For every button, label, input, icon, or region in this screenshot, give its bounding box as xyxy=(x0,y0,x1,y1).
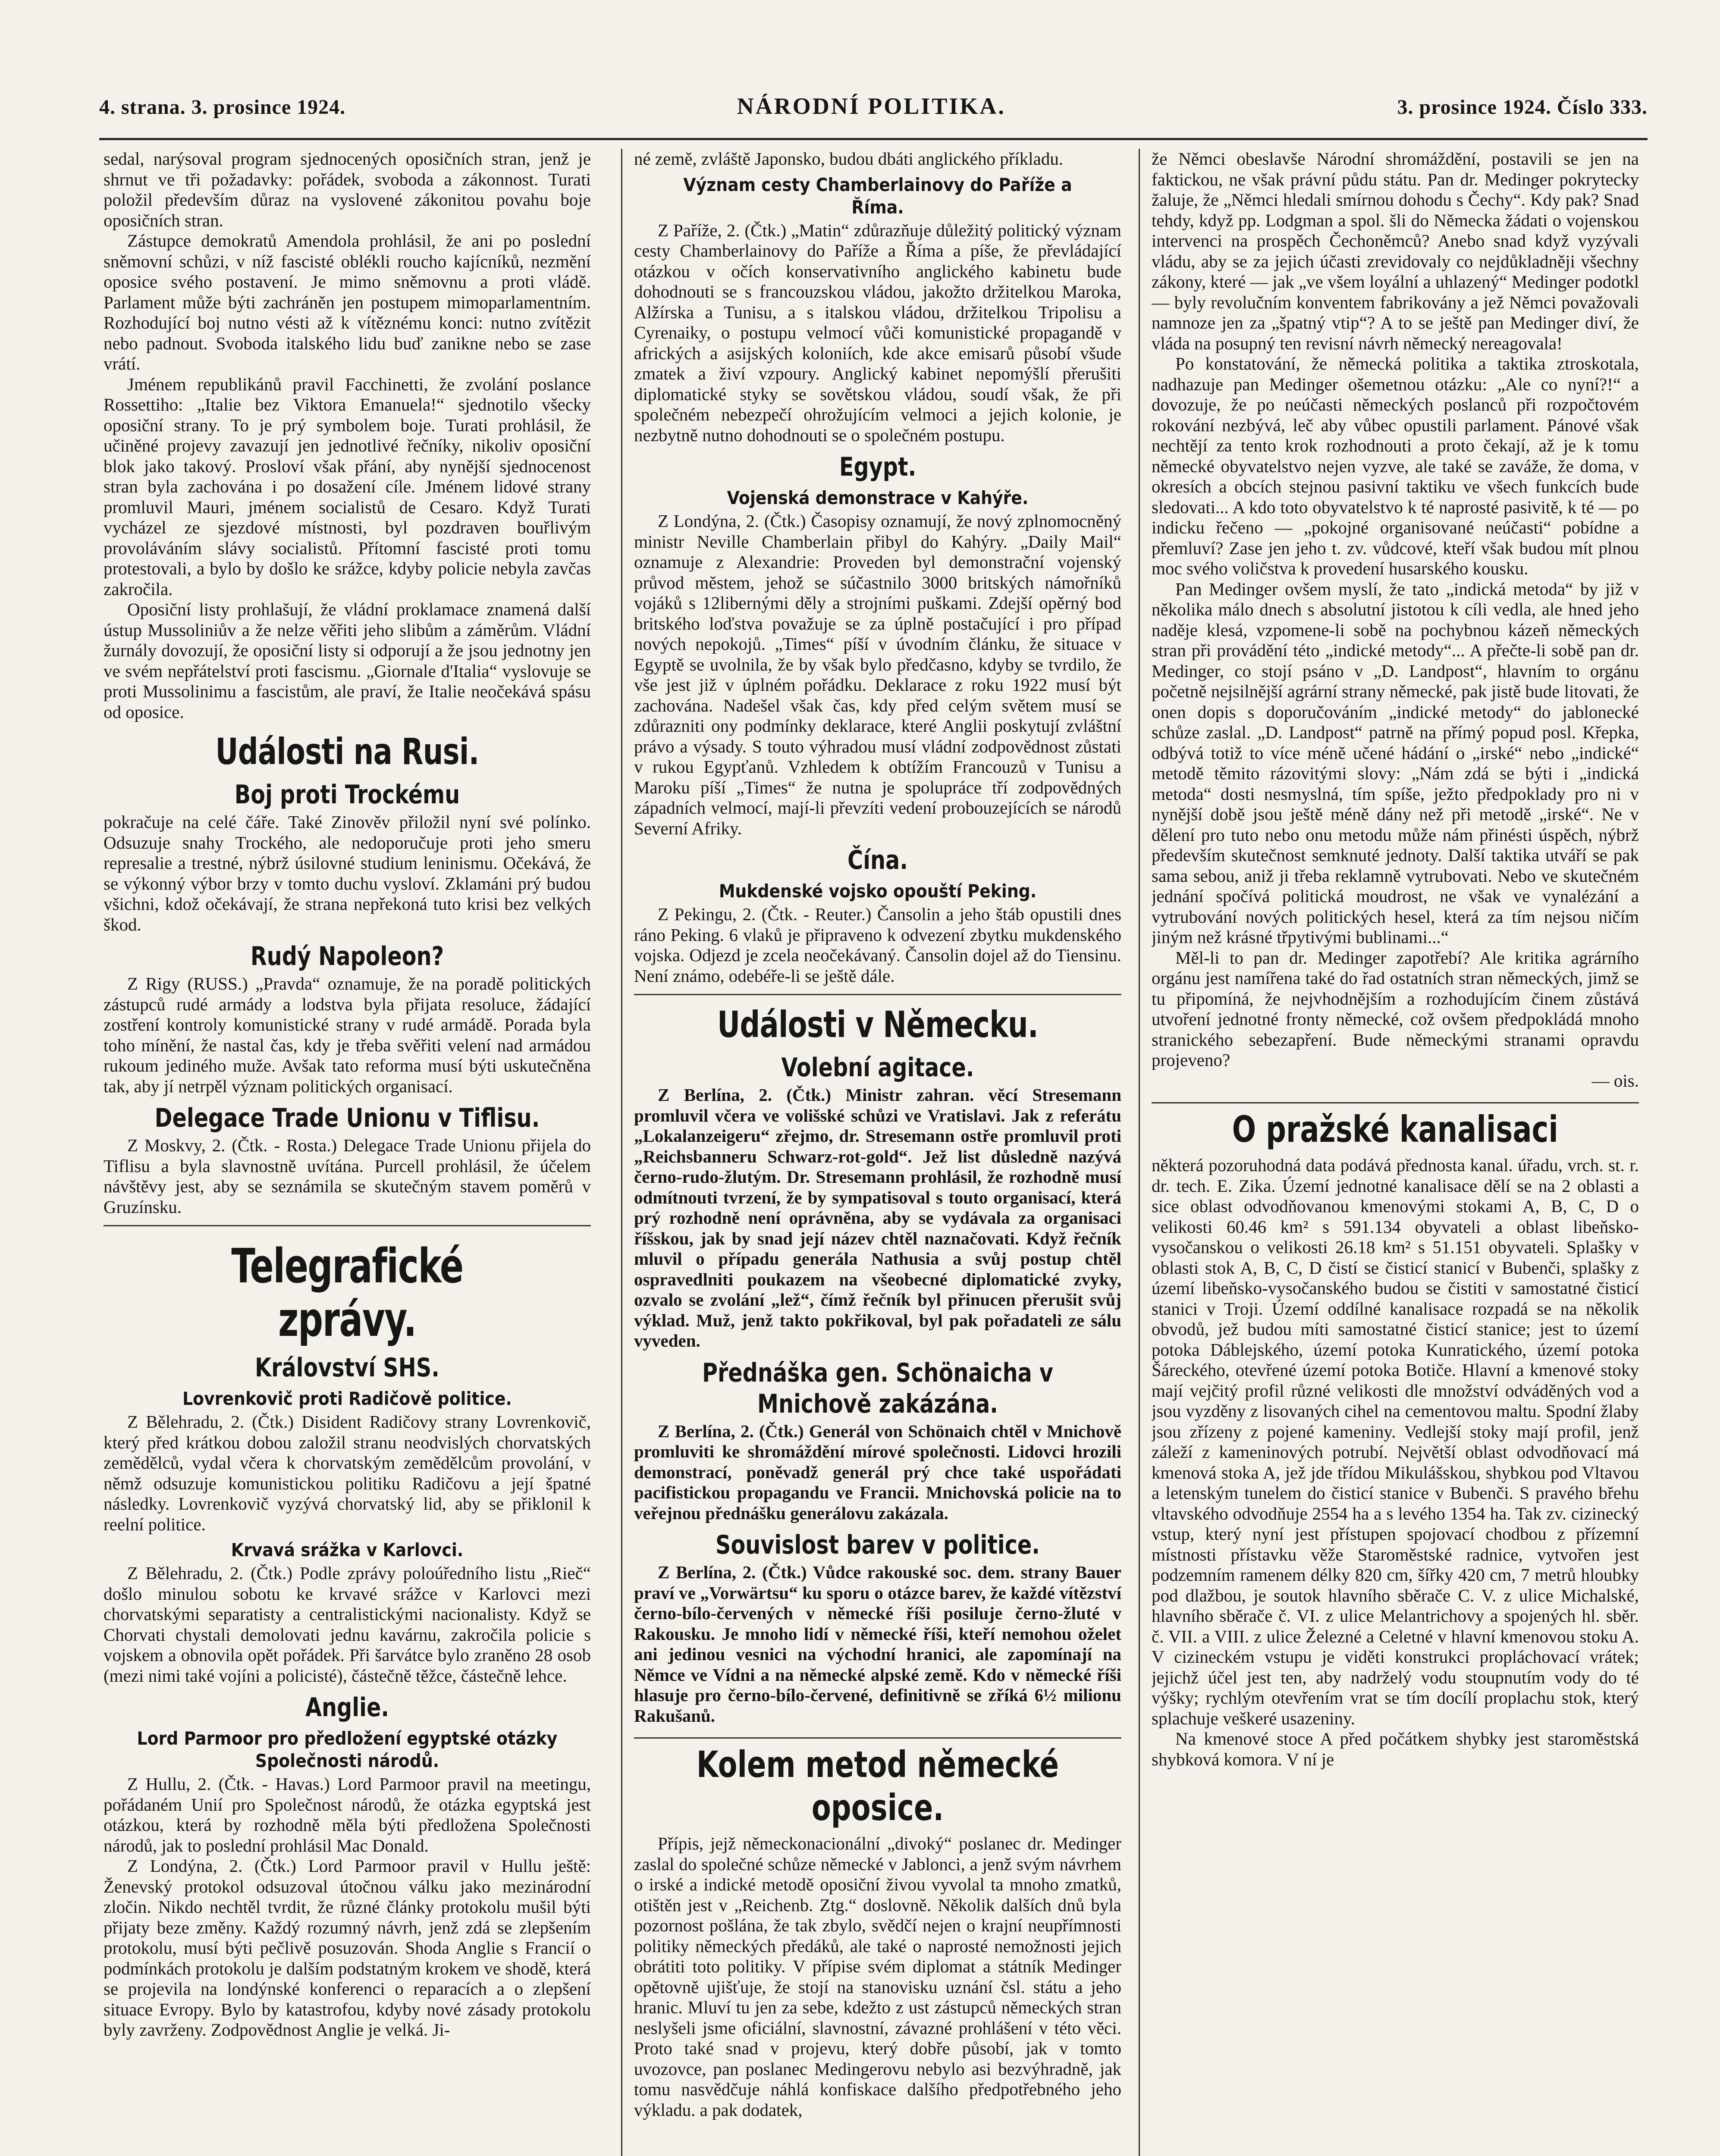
section-heading-opposition-text: Kolem metod německé oposice. xyxy=(696,1743,1059,1829)
article-paragraph: Z Bělehradu, 2. (Čtk.) Podle zprávy poloúředního listu „Rieč“ došlo minulou sobotu ke krvavé srážce v Karlovci mezi chorvatskými separatisty a centralistickými nacionalisty. Když se Chorvati chystali demolovati jednu kavárnu, zakročila policie s vojskem a obnovila opět pořádek. Při šarvátce bylo zraněno 28 osob (mezi nimi také vojíni a policisté), částečně těžce, částečně lehce. xyxy=(104,1563,591,1686)
masthead-left: 4. strana. 3. prosince 1924. xyxy=(99,96,346,119)
article-heading: Lovrenkovič proti Radičově politice. xyxy=(182,1388,512,1409)
column-rule-1 xyxy=(621,149,622,2156)
article-heading: Volební agitace. xyxy=(781,1053,974,1083)
article-paragraph: Z Berlína, 2. (Čtk.) Generál von Schönaich chtěl v Mnichově promluviti ke shromáždění mírové společnosti. Lidovci hrozili demonstrací, poněvadž generál prý chce také uspořádati pacifistickou propagandu ve Francii. Mnichovská policie na to veřejnou přednášku generálovu zakázala. xyxy=(634,1421,1121,1523)
article-heading: Přednáška gen. Schönaicha v Mnichově zakázána. xyxy=(702,1357,1054,1419)
article-paragraph: Z Londýna, 2. (Čtk.) Lord Parmoor pravil v Hullu ještě: Ženevský protokol odsuzoval útočnou válku jako mezinárodní zločin. Nikdo nechtěl tvrdit, že různé články protokolu mušil býti přijaty beze změny. Každý rozumný návrh, jenž zdá se zlepšením protokolu, musí býti pečlivě posuzován. Shoda Anglie s Francií o podmínkách protokolu je dalším podstatným krokem ve shodě, která se projevila na londýnské konferenci o reparacích a o zlepšení situace Evropy. Bylo by katastrofou, kdyby nové zásady protokolu byly zavrženy. Zodpovědnost Anglie je velká. Ji- xyxy=(104,1856,591,2040)
article-paragraph: Z Moskvy, 2. (Čtk. - Rosta.) Delegace Trade Unionu přijela do Tiflisu a byla slavnostně uvítána. Purcell prohlásil, že účelem návštěvy jest, aby se seznámila se skutečným stavem poměrů v Gruzínsku. xyxy=(104,1135,591,1217)
article-heading: Význam cesty Chamberlainovy do Paříže a Říma. xyxy=(683,174,1072,218)
article-paragraph: že Němci obeslavše Národní shromáždění, postavili se jen na faktickou, ne však právní půdu státu. Pan dr. Medinger pokrytecky žaluje, že „Němci hledali smírnou dohodu s Čechy“. Kdy pak? Snad tehdy, když pp. Lodgman a spol. šli do Německa žádati o vojenskou intervenci na prospěch Čechoněmců? Anebo snad když vyzývali vládu, aby se za jejich účasti zrevidovaly co nejdůkladněji všechny zákony, které — jak „ve všem loyální a uhlazený“ Medinger podotkl — byly revolučním konventem fabrikovány a jež Němci považovali namnoze jen za „špatný vtip“? A to se ještě pan Medinger diví, že vláda na posupný ten revisní návrh německý nereagovala! xyxy=(1152,149,1639,353)
article-paragraph: né země, zvláště Japonsko, budou dbáti anglického příkladu. xyxy=(634,149,1064,169)
article-paragraph: Z Hullu, 2. (Čtk. - Havas.) Lord Parmoor pravil na meetingu, pořádaném Unií pro Společnost národů, že otázka egyptská jest otázkou, která by rozhodně měla býti předložena Společnosti národů, jak to poslední prohlásil Mac Donald. xyxy=(104,1774,591,1855)
article-paragraph: Z Bělehradu, 2. (Čtk.) Disident Radičovy strany Lovrenkovič, který před krátkou dobou založil stranu neodvislých chorvatských zemědělců, vydal včera k chorvatským zemědělcům provolání, v němž odsuzuje komunistickou politiku Radičovu a její špatné následky. Lovrenkovič vyzývá chorvatský lid, aby se přiklonil k reelní politice. xyxy=(104,1412,591,1534)
article-paragraph: Měl-li to pan dr. Medinger zapotřebí? Ale kritika agrárního orgánu jest namířena také do řad ostatních stran německých, jimž se tu připomíná, že nejvhodnějším a rozhodujícím činem zůstává utvoření jednotné fronty německé, což ovšem předpokládá mnoho stranického sebezapření. Bude německými stranami opravdu projeveno? xyxy=(1152,947,1639,1070)
article-paragraph: Pan Medinger ovšem myslí, že tato „indická metoda“ by již v několika málo dnech s absolutní jistotou k cíli vedla, ale hned jeho naděje klesá, vzpomene-li sobě na pochybnou kázeň německých stran při provádění této „indické metody“... A přečte-li sobě pan dr. Medinger, co stojí psáno v „D. Landpost“, hlavním to orgánu početně nejsilnější agrární strany německé, pak jistě bude litovati, že onen dopis s doporučováním „indické metody“ do jablonecké schůze zaslal. „D. Landpost“ patrně na přímý popud posl. Křepka, odbývá totiž to více méně učené hádání o „irské“ nebo „indické“ metodě těmito rázovitými slovy: „Nám zdá se býti i „indická metoda“ dosti nesmyslná, tím spíše, ježto předpoklady pro ni v nynější době jsou ještě méně dány než při metodě „irské“. Ne v dělení pro tuto nebo onu metodu může nám přinésti úspěch, nýbrž především skutečnost semknuté jednoty. Další taktika utváří se pak sama sebou, aniž ji třeba reklamně vytrubovati. Nebo ve skutečném jednání spočívá politická moudrost, ne však ve vynalézání a vytrubování nových politických hesel, která za tím nejsou ničím jiným než krásné třpytivými bublinami...“ xyxy=(1152,579,1639,947)
section-heading-sewerage-text: O pražské kanalisaci xyxy=(1232,1108,1559,1150)
article-paragraph: sedal, narýsoval program sjednocených oposičních stran, jenž je shrnut ve tři požadavky: pořádek, svoboda a zákonnost. Turati položil především důraz na vyslovené zákonitou povahu boje oposičních stran. xyxy=(104,149,591,230)
column-1 xyxy=(104,149,591,2156)
article-heading: Lord Parmoor pro předložení egyptské otázky Společnosti národů. xyxy=(137,1728,558,1771)
article-heading: Krvavá srážka v Karlovci. xyxy=(231,1539,464,1561)
section-heading-germany: Události v Německu. xyxy=(717,1003,1038,1046)
article-heading: Vojenská demonstrace v Kahýře. xyxy=(727,487,1029,508)
section-heading-russia: Události na Rusi. xyxy=(215,730,479,773)
section-divider xyxy=(104,1225,591,1226)
article-paragraph: Na kmenové stoce A před počátkem shybky jest staroměstská shybková komora. V ní je xyxy=(1152,1729,1639,1769)
article-paragraph: Po konstatování, že německá politika a taktika ztroskotala, nadhazuje pan Medinger ošemetnou otázku: „Ale co nyní?!“ a dovozuje, že po neúčasti německých poslanců při rozpočtovém rokování nezbývá, leč aby vůbec opustili parlament. Pánové však nechtějí za tento krok rozhodnouti a proto čekají, až je k tomu německé obyvatelstvo nejen vyzve, ale také se zaváže, že doma, v okresích a obcích stejnou pasivní taktiku ve všech funkcích bude sledovati... A kdo toto obyvatelstvo k té naprosté pasivitě, k té — po indicku řečeno — „pokojné organisované neúčasti“ pobídne a přemluví? Zase jen jeho t. zv. vůdcové, kteří však budou mít plnou moc svého voličstva k provedení husarského kousku. xyxy=(1152,354,1639,578)
article-heading: Mukdenské vojsko opouští Peking. xyxy=(719,881,1037,902)
article-paragraph: Z Berlína, 2. (Čtk.) Ministr zahran. věcí Stresemann promluvil včera ve volišské schůzi ve Vratislavi. Jak z referátu „Lokalanzeigeru“ zřejmo, dr. Stresemann ostře promluvil proti „Reichsbanneru Schwarz-rot-gold“. Jež list důsledně nazývá černo-rudo-žlutým. Dr. Stresemann prohlásil, že rozhodně musí odmítnouti tvrzení, že by sympatisoval s touto organisací, která prý rozhodně není oprávněna, aby se vydávala za organisaci říšskou, jak by snad její název chtěl naznačovati. Když řečník mluvil o případu generála Nathusia a svůj postup chtěl ospravedlniti poukazem na všeobecné diplomatické zvyky, ozvalo se zvolání „lež“, čímž řečník byl přinucen přerušit svůj výklad. Muž, jenž takto pokřikoval, byl pak pořadateli ze sálu vyveden. xyxy=(634,1085,1121,1351)
article-paragraph: Z Berlína, 2. (Čtk.) Vůdce rakouské soc. dem. strany Bauer praví ve „Vorwärtsu“ ku sporu o otázce barev, že každé vítězství černo-bílo-červených v německé říši posiluje černo-žluté v Rakousku. Je mnoho lidí v německé říši, kteří nemohou oželet ani jedinou vesnici na východní hranici, ale zapomínají na Němce ve Vídni a na německé alpské země. Kdo v německé říši hlasuje pro černo-bílo-červené, definitivně se zříká 6½ milionu Rakušanů. xyxy=(634,1562,1121,1726)
column-2 xyxy=(634,149,1121,2156)
article-heading: Anglie. xyxy=(305,1692,389,1723)
article-heading: Boj proti Trockému xyxy=(234,780,460,810)
section-heading-egypt: Egypt. xyxy=(839,452,916,482)
article-heading: Rudý Napoleon? xyxy=(250,941,444,971)
masthead-right: 3. prosince 1924. Číslo 333. xyxy=(1397,96,1648,119)
article-heading: Delegace Trade Unionu v Tiflisu. xyxy=(154,1103,540,1133)
article-paragraph: Oposiční listy prohlašují, že vládní proklamace znamená další ústup Mussoliniův a že nelze věřiti jeho slibům a záměrům. Vládní žurnály dovozují, že oposiční listy si odporují a že jsou jednotny jen ve svém nepřátelství proti fascismu. „Giornale d'Italia“ vyslovuje se proti Mussolinimu a fascistům, ale praví, že Italie neočekává spásu od oposice. xyxy=(104,599,591,722)
article-paragraph: Přípis, jejž německonacionální „divoký“ poslanec dr. Medinger zaslal do společné schůze německé v Jablonci, a jenž svým návrhem o irské a indické metodě oposiční živou vyvolal ta mnoho zmatků, otištěn jest v „Reichenb. Ztg.“ doslovně. Několik dalších dnů byla pozornost pošlána, že tak zbylo, svědčí nejen o krajní neupřímnosti politiky německých předáků, ale také o naprosté nemožnosti jejich obrátiti toto politiky. V přípise svém diplomat a státník Medinger opětovně ujišťuje, že stojí na stanovisku uznání čsl. státu a jeho hranic. Mluví tu jen za sebe, kdežto z ust zástupců německých stran neslyšeli jsme oficiální, slavnostní, závazné prohlášení v této věci. Proto také snad v projevu, který dobře působí, jak v tomto uvozovce, pan poslanec Medingerovu nebylo asi bezvýhradně, jak tomu nasvědčuje náhlá konfiskace dalšího předpotřebného jeho výkladu. a pak dodatek, xyxy=(634,1833,1121,2120)
author-signoff: — ois. xyxy=(1591,1070,1639,1091)
masthead xyxy=(99,93,1648,127)
article-paragraph: Z Londýna, 2. (Čtk.) Časopisy oznamují, že nový zplnomocněný ministr Neville Chamberlain přibyl do Kahýry. „Daily Mail“ oznamuje z Alexandrie: Proveden byl demonstrační vojenský průvod městem, jehož se súčastnilo 3000 britských námořníků vojáků s 12libernými děly a strojními puškami. Zdejší opěrný bod britského loďstva považuje se za úplně postačující i pro případ nových nepokojů. „Times“ píší v úvodním článku, že situace v Egyptě se uvolnila, že by však bylo předčasno, kdyby se tvrdilo, že vše jest již v úplném pořádku. Deklarace z roku 1922 musí být zachována. Nadešel však čas, kdy před celým světem musí se zdůrazniti ony podmínky deklarace, které Anglii poskytují zvláštní právo a výsady. S touto výhradou musí vládní zodpovědnost zůstati v rukou Egypťanů. Vzhledem k obtížím Francouzů v Tunisu a Maroku píší „Times“ že nutna je spolupráce tří zodpovědných západních velmocí, mají-li převzíti vedení probouzejících se národů Severní Afriky. xyxy=(634,511,1121,838)
article-paragraph: Z Pekingu, 2. (Čtk. - Reuter.) Čansolin a jeho štáb opustili dnes ráno Peking. 6 vlaků je připraveno k odvezení zbytku mukdenského vojska. Odjezd je zcela neočekávaný. Čansolin dojel až do Tiensinu. Není známo, odebéře-li se ještě dále. xyxy=(634,904,1121,986)
article-heading: Království SHS. xyxy=(255,1353,439,1383)
section-heading-telegrams: Telegrafické zprávy. xyxy=(231,1238,463,1347)
article-paragraph: některá pozoruhodná data podává přednosta kanal. úřadu, vrch. st. r. dr. tech. E. Zika. Území jednotné kanalisace dělí se na 2 oblasti a sice oblast odvodňovanou kmenovými stokami A, B, C, D o velikosti 60.46 km² s 591.134 obyvateli a oblast libeňsko-vysočanskou o velikosti 26.18 km² s 51.151 obyvateli. Splašky v oblasti stok A, B, C, D čistí se čisticí stanicí v Bubenči, splašky z území libeňsko-vysočanského budou se čistiti v samostatné čisticí stanici v Troji. Území oddílné kanalisace rozpadá se na několik obvodů, jež budou míti samostatné čisticí stanice; jest to území potoka Dáblejského, území potoka Kunratického, území potoka Šáreckého, otevřené území potoka Botiče. Hlavní a kmenové stoky mají vejčitý profil různé velikosti dle množství odváděných vod a jsou vyzděny z lisovaných cihel na cementovou maltu. Spodní žlaby jsou zřízeny z pojené kameniny. Vedlejší stoky mají profil, jenž záleží z kameninových potrubí. Největší oblast odvodňovací má kmenová stoka A, jež jde třídou Mikulášskou, shybkou pod Vltavou a letenským tunelem do čisticí stanice v Bubenči. S pravého břehu vltavského odvodňuje 2554 ha a s levého 1354 ha. Tak zv. cizinecký vstup, který nyní jest přístupen spojovací chodbou z přízemní místnosti přístavku věže Staroměstské radnice, vytvořen jest podzemním ramenem délky 820 cm, šířky 420 cm, 7 metrů hloubky pod dlažbou, je soutok hlavního sběrače C. V. z ulice Michalské, hlavního sběrače č. VI. z ulice Melantrichovy a spojených hl. sběr. č. VII. a VIII. z ulice Železné a Celetné v hlavní kmenovou stoku A. V cizineckém vstupu je viděti konstrukci propláchovací vrátek; jejichž účel jest ten, aby nadrželý vodu stoupnutím vody do té výšky; rychlým otevřením vrat se tím docílí proplachu stok, který splachuje veškeré usazeniny. xyxy=(1152,1155,1639,1728)
article-paragraph: pokračuje na celé čáře. Také Zinověv přiložil nyní své polínko. Odsuzuje snahy Trockého, ale nedoporučuje proti jeho smeru represalie a trestné, nýbrž úsilovné studium leninismu. Očekává, že se výkonný výbor brzy v tomto duchu vysloví. Zklamáni prý budou všichni, kdož očekávají, že strana nepřekoná tuto krisi bez velkých škod. xyxy=(104,812,591,934)
section-divider xyxy=(634,994,1121,995)
header-rule xyxy=(99,138,1648,140)
article-paragraph: Zástupce demokratů Amendola prohlásil, že ani po poslední sněmovní schůzi, v níž fascisté oblékli roucho kajícníků, nezmění oposice svého postavení. Je mimo sněmovnu a proti vládě. Parlament může býti zachráněn jen postupem mimoparlamentním. Rozhodující boj nutno vésti až k vítěznému konci: nutno zvítězit nebo padnout. Svoboda italského lidu buď zanikne nebo se zase vrátí. xyxy=(104,231,591,373)
section-heading-sewerage xyxy=(1152,1102,1639,1151)
section-heading-china: Čína. xyxy=(847,845,908,875)
section-heading-opposition xyxy=(634,1737,1121,1829)
article-paragraph: Jménem republikánů pravil Facchinetti, že zvolání poslance Rossettiho: „Italie bez Viktora Emanuela!“ sjednotilo všecky oposiční strany. To je prý symbolem boje. Turati prohlásil, že učiněné projevy zavazují jen jednotlivé řečníky, nikoliv oposiční blok jako takový. Prosloví však přání, aby nynější sjednocenost stran byla zachována i po dosažení cíle. Jménem lidové strany promluvil Mauri, jménem socialistů de Cesaro. Když Turati vycházel ze sjezdové místnosti, byl pozdraven bouřlivým provoláváním slávy socialistů. Přítomní fascisté proti tomu protestovali, a bylo by došlo ke srážce, kdyby policie nebyla zavčas zakročila. xyxy=(104,374,591,599)
article-paragraph: Z Rigy (RUSS.) „Pravda“ oznamuje, že na poradě politických zástupců rudé armády a lodstva byla přijata resoluce, žádající zostření kontroly komunistické strany v rudé armádě. Porada byla toho mínění, že nastal čas, kdy je třeba svěřiti velení nad armádou rukoum jediného muže. Avšak tato reforma musí býti uskutečněna tak, aby jí netrpěl význam politických organisací. xyxy=(104,974,591,1096)
newspaper-title: NÁRODNÍ POLITIKA. xyxy=(737,93,1006,119)
article-paragraph: Z Paříže, 2. (Čtk.) „Matin“ zdůrazňuje důležitý politický význam cesty Chamberlainovy do Paříže a Říma a píše, že převládající otázkou v očích konservativního anglického kabinetu bude dohodnouti se s francouzskou vládou, jakožto držitelkou Maroka, Alžírska a Tunisu, a s italskou vládou, držitelkou Tripolisu a Cyrenaiky, o postupu velmocí vůči komunistické propagandě v afrických a asijských koloniích, kde akce emisarů působí všude zmatek a živí vzpoury. Anglický kabinet nepomýšlí přerušiti diplomatické styky se sovětskou vládou, soudí však, že při společném nebezpečí ohrožujícím velmoci a jejich kolonie, je nezbytně nutno dohodnouti se o společném postupu. xyxy=(634,220,1121,445)
article-heading: Souvislost barev v politice. xyxy=(716,1530,1040,1560)
column-3 xyxy=(1152,149,1639,2156)
column-rule-2 xyxy=(1139,149,1140,2156)
